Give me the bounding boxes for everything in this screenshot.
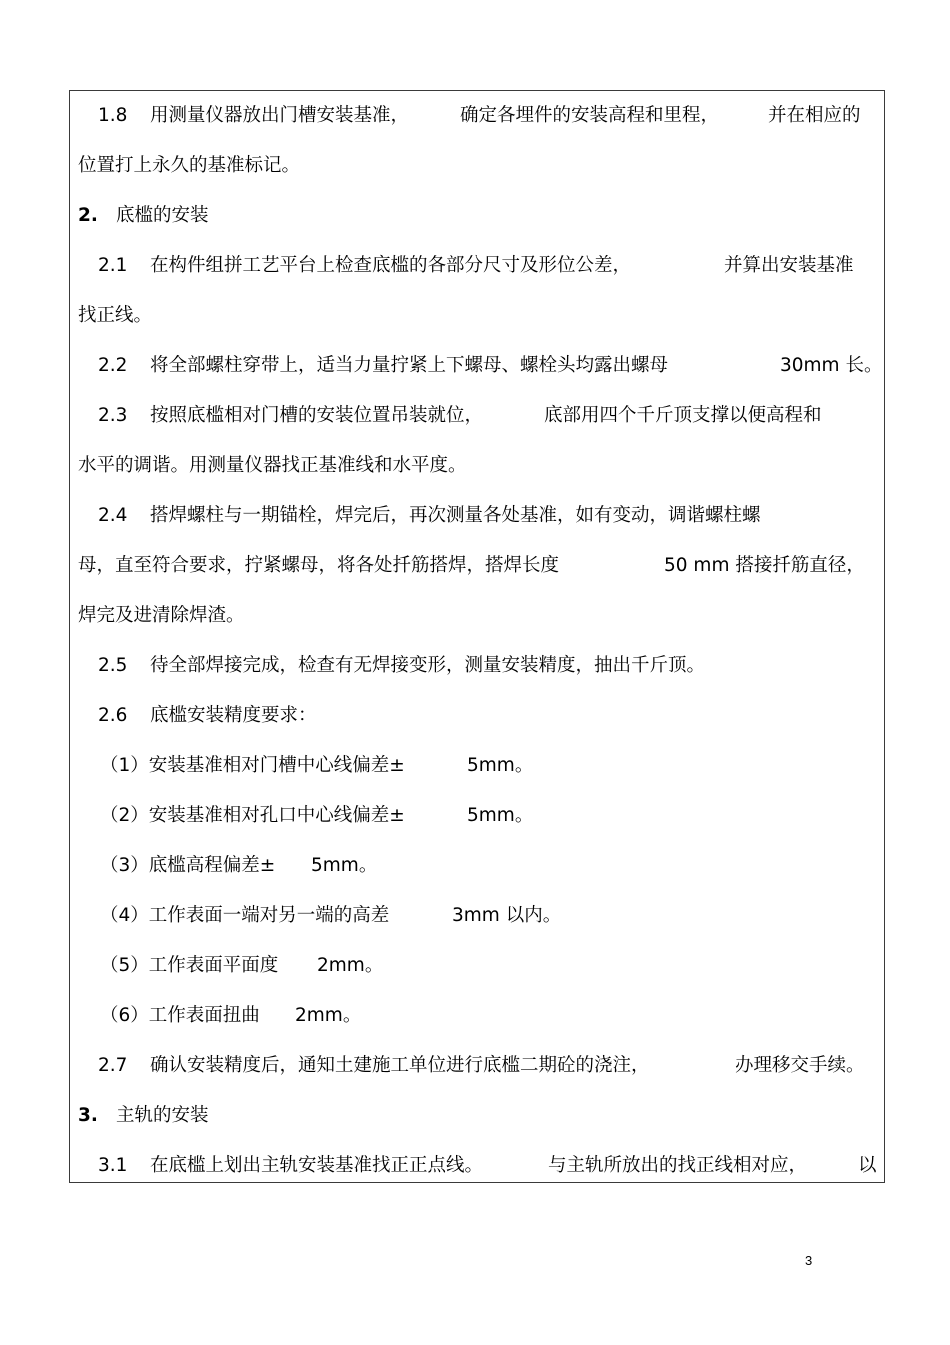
text-segment: 办理移交手续。	[735, 1055, 865, 1076]
para-1-8-cont	[70, 151, 884, 181]
text-segment: 焊完及进清除焊渣。	[78, 605, 245, 626]
para-2-7	[70, 1051, 884, 1081]
page-number: 3	[805, 1253, 813, 1268]
section-number: 3.1	[98, 1155, 128, 1176]
text-segment: 50 mm 搭接扦筋直径，	[664, 555, 865, 576]
para-2-2	[70, 351, 884, 381]
text-segment: 以	[858, 1155, 877, 1176]
section-number: 2.7	[98, 1055, 128, 1076]
text-segment: 在底槛上划出主轨安装基准找正正点线。	[150, 1155, 484, 1176]
section-number: 2.5	[98, 655, 128, 676]
document-frame	[69, 90, 885, 1183]
text-segment: 底部用四个千斤顶支撑以便高程和	[544, 405, 822, 426]
requirement-value: 5mm。	[467, 805, 534, 826]
requirement-item	[70, 1001, 884, 1031]
requirement-value: 5mm。	[311, 855, 378, 876]
text-segment: 用测量仪器放出门槽安装基准，	[150, 105, 410, 126]
para-2-3-cont	[70, 451, 884, 481]
heading-title: 底槛的安装	[116, 205, 209, 226]
para-2-4-cont-1	[70, 551, 884, 581]
requirement-item	[70, 751, 884, 781]
text-segment: 与主轨所放出的找正线相对应，	[548, 1155, 808, 1176]
requirement-label: （2）安装基准相对孔口中心线偏差±	[100, 805, 405, 826]
requirement-label: （1）安装基准相对门槽中心线偏差±	[100, 755, 405, 776]
requirement-value: 2mm。	[317, 955, 384, 976]
section-number: 1.8	[98, 105, 128, 126]
text-segment: 母，直至符合要求，拧紧螺母，将各处扦筋搭焊，搭焊长度	[78, 555, 560, 576]
heading-number: 3.	[78, 1105, 98, 1126]
requirement-item	[70, 801, 884, 831]
para-2-3	[70, 401, 884, 431]
text-segment: 搭焊螺柱与一期锚栓，焊完后，再次测量各处基准，如有变动，调谐螺柱螺	[150, 505, 761, 526]
text-segment: 确定各埋件的安装高程和里程，	[460, 105, 720, 126]
requirement-item	[70, 951, 884, 981]
heading-title: 主轨的安装	[116, 1105, 209, 1126]
section-number: 2.2	[98, 355, 128, 376]
section-number: 2.4	[98, 505, 128, 526]
text-segment: 30mm 长。	[780, 355, 883, 376]
requirement-label: （4）工作表面一端对另一端的高差	[100, 905, 390, 926]
text-segment: 确认安装精度后，通知土建施工单位进行底槛二期砼的浇注，	[150, 1055, 650, 1076]
para-3-1	[70, 1151, 884, 1181]
section-number: 2.1	[98, 255, 128, 276]
requirement-value: 2mm。	[295, 1005, 362, 1026]
text-segment: 水平的调谐。用测量仪器找正基准线和水平度。	[78, 455, 467, 476]
para-2-1	[70, 251, 884, 281]
section-number: 2.6	[98, 705, 128, 726]
requirement-label: （3）底槛高程偏差±	[100, 855, 276, 876]
heading-number: 2.	[78, 205, 98, 226]
requirement-item	[70, 901, 884, 931]
text-segment: 待全部焊接完成，检查有无焊接变形，测量安装精度，抽出千斤顶。	[150, 655, 706, 676]
text-segment: 位置打上永久的基准标记。	[78, 155, 301, 176]
requirement-value: 3mm 以内。	[452, 905, 562, 926]
para-2-5	[70, 651, 884, 681]
requirement-item	[70, 851, 884, 881]
heading-3	[70, 1101, 884, 1131]
para-2-6	[70, 701, 884, 731]
para-1-8	[70, 101, 884, 131]
requirement-value: 5mm。	[467, 755, 534, 776]
text-segment: 并在相应的	[768, 105, 861, 126]
para-2-4	[70, 501, 884, 531]
text-segment: 将全部螺柱穿带上，适当力量拧紧上下螺母、螺栓头均露出螺母	[150, 355, 669, 376]
text-segment: 底槛安装精度要求：	[150, 705, 317, 726]
text-segment: 并算出安装基准	[724, 255, 854, 276]
para-2-4-cont-2	[70, 601, 884, 631]
heading-2	[70, 201, 884, 231]
requirement-label: （5）工作表面平面度	[100, 955, 279, 976]
section-number: 2.3	[98, 405, 128, 426]
requirement-label: （6）工作表面扭曲	[100, 1005, 260, 1026]
text-segment: 在构件组拼工艺平台上检查底槛的各部分尺寸及形位公差，	[150, 255, 632, 276]
para-2-1-cont	[70, 301, 884, 331]
text-segment: 按照底槛相对门槽的安装位置吊装就位，	[150, 405, 484, 426]
text-segment: 找正线。	[78, 305, 153, 326]
